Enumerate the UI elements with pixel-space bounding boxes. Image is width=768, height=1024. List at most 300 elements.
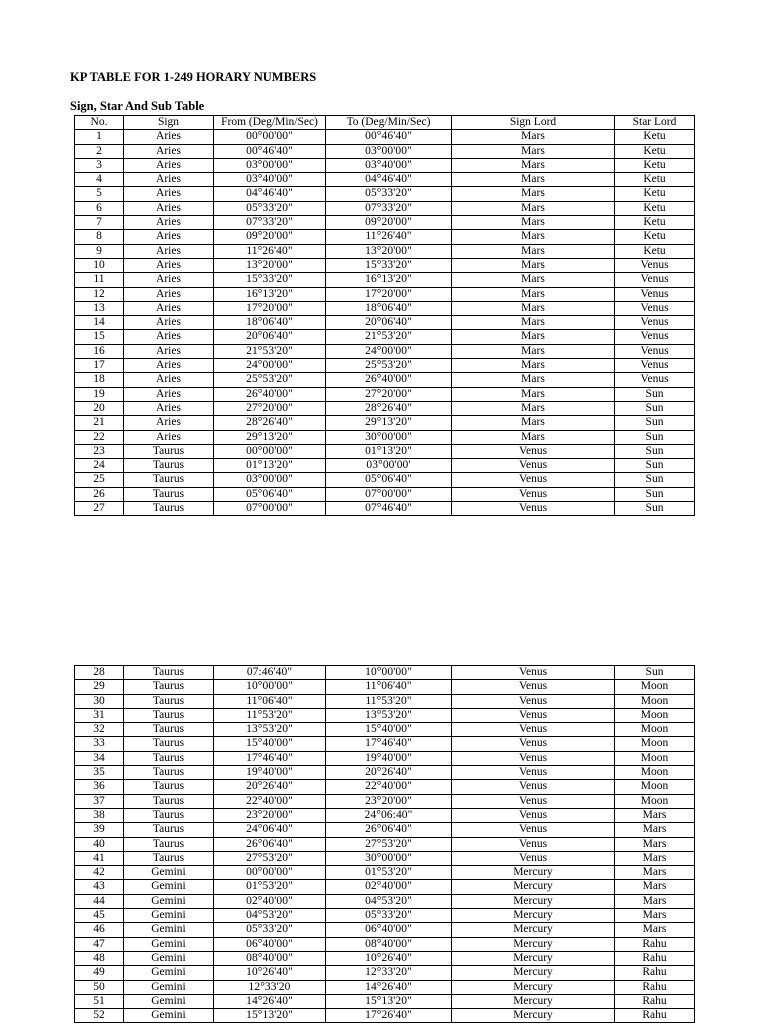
- table-row: [75, 401, 695, 415]
- cell-number: 39: [75, 823, 124, 837]
- cell-sign-lord: Mars: [452, 301, 615, 315]
- cell-sign: Gemini: [124, 1009, 214, 1023]
- cell-from: 15°33'20": [214, 273, 326, 287]
- cell-star-lord: Rahu: [615, 994, 695, 1008]
- cell-number: 44: [75, 894, 124, 908]
- header-star-lord: Star Lord: [615, 116, 695, 130]
- table-row: [75, 201, 695, 215]
- cell-sign-lord: Mars: [452, 430, 615, 444]
- cell-to: 05°33'20": [326, 909, 452, 923]
- cell-to: 07°33'20": [326, 201, 452, 215]
- cell-star-lord: Moon: [615, 723, 695, 737]
- cell-from: 12°33'20: [214, 980, 326, 994]
- cell-sign: Gemini: [124, 866, 214, 880]
- cell-star-lord: Ketu: [615, 216, 695, 230]
- cell-from: 17°46'40": [214, 751, 326, 765]
- cell-star-lord: Venus: [615, 287, 695, 301]
- cell-number: 34: [75, 751, 124, 765]
- cell-to: 13°53'20": [326, 708, 452, 722]
- cell-number: 2: [75, 144, 124, 158]
- horary-table-part-2: [74, 665, 695, 1023]
- cell-sign-lord: Mercury: [452, 980, 615, 994]
- cell-to: 11°26'40": [326, 230, 452, 244]
- cell-star-lord: Moon: [615, 751, 695, 765]
- cell-sign-lord: Mars: [452, 158, 615, 172]
- cell-from: 04°46'40": [214, 187, 326, 201]
- table-body-part-2: [75, 666, 695, 1023]
- cell-number: 35: [75, 766, 124, 780]
- cell-sign-lord: Mars: [452, 359, 615, 373]
- cell-from: 28°26'40": [214, 416, 326, 430]
- cell-star-lord: Ketu: [615, 201, 695, 215]
- cell-sign: Aries: [124, 373, 214, 387]
- cell-to: 28°26'40": [326, 401, 452, 415]
- cell-sign-lord: Venus: [452, 737, 615, 751]
- cell-sign-lord: Mercury: [452, 994, 615, 1008]
- cell-from: 06°40'00": [214, 937, 326, 951]
- cell-sign: Aries: [124, 430, 214, 444]
- cell-from: 08°40'00": [214, 951, 326, 965]
- table-row: [75, 937, 695, 951]
- cell-to: 20°06'40": [326, 316, 452, 330]
- cell-star-lord: Sun: [615, 416, 695, 430]
- table-row: [75, 808, 695, 822]
- cell-number: 46: [75, 923, 124, 937]
- cell-star-lord: Mars: [615, 823, 695, 837]
- cell-from: 03°00'00": [214, 473, 326, 487]
- cell-sign-lord: Mars: [452, 216, 615, 230]
- table-row: [75, 258, 695, 272]
- cell-to: 03°00'00": [326, 144, 452, 158]
- table-row: [75, 866, 695, 880]
- cell-sign: Taurus: [124, 459, 214, 473]
- cell-sign: Gemini: [124, 966, 214, 980]
- cell-sign-lord: Mars: [452, 258, 615, 272]
- cell-sign: Aries: [124, 130, 214, 144]
- cell-sign: Aries: [124, 230, 214, 244]
- cell-number: 21: [75, 416, 124, 430]
- cell-number: 47: [75, 937, 124, 951]
- cell-number: 5: [75, 187, 124, 201]
- cell-to: 15°33'20": [326, 258, 452, 272]
- table-row: [75, 708, 695, 722]
- cell-sign-lord: Venus: [452, 680, 615, 694]
- cell-star-lord: Mars: [615, 851, 695, 865]
- cell-to: 17°20'00": [326, 287, 452, 301]
- cell-from: 25°53'20": [214, 373, 326, 387]
- table-row: [75, 244, 695, 258]
- cell-to: 26°06'40": [326, 823, 452, 837]
- table-row: [75, 330, 695, 344]
- cell-number: 45: [75, 909, 124, 923]
- table-row: [75, 723, 695, 737]
- cell-number: 32: [75, 723, 124, 737]
- cell-sign: Aries: [124, 416, 214, 430]
- cell-to: 30°00'00": [326, 430, 452, 444]
- cell-from: 00°46'40": [214, 144, 326, 158]
- cell-to: 16°13'20": [326, 273, 452, 287]
- cell-number: 1: [75, 130, 124, 144]
- cell-sign-lord: Mercury: [452, 966, 615, 980]
- cell-from: 20°06'40": [214, 330, 326, 344]
- cell-from: 03°40'00": [214, 173, 326, 187]
- cell-from: 24°06'40": [214, 823, 326, 837]
- table-row: [75, 459, 695, 473]
- cell-number: 37: [75, 794, 124, 808]
- cell-sign-lord: Mars: [452, 387, 615, 401]
- cell-sign: Taurus: [124, 473, 214, 487]
- cell-from: 10°00'00": [214, 680, 326, 694]
- table-row: [75, 130, 695, 144]
- cell-star-lord: Ketu: [615, 173, 695, 187]
- cell-star-lord: Ketu: [615, 158, 695, 172]
- cell-from: 04°53'20": [214, 909, 326, 923]
- cell-number: 50: [75, 980, 124, 994]
- cell-sign: Aries: [124, 316, 214, 330]
- cell-number: 4: [75, 173, 124, 187]
- cell-sign: Gemini: [124, 937, 214, 951]
- cell-from: 11°06'40": [214, 694, 326, 708]
- cell-from: 01°53'20": [214, 880, 326, 894]
- cell-number: 36: [75, 780, 124, 794]
- table-row: [75, 994, 695, 1008]
- cell-from: 13°20'00": [214, 258, 326, 272]
- table-row: [75, 837, 695, 851]
- cell-number: 41: [75, 851, 124, 865]
- cell-star-lord: Moon: [615, 766, 695, 780]
- cell-sign-lord: Mars: [452, 330, 615, 344]
- cell-number: 28: [75, 666, 124, 680]
- table-row: [75, 923, 695, 937]
- cell-number: 18: [75, 373, 124, 387]
- cell-number: 51: [75, 994, 124, 1008]
- cell-sign: Aries: [124, 401, 214, 415]
- cell-sign-lord: Venus: [452, 837, 615, 851]
- cell-star-lord: Mars: [615, 923, 695, 937]
- cell-to: 24°06:40": [326, 808, 452, 822]
- table-row: [75, 144, 695, 158]
- table-subtitle: Sign, Star And Sub Table: [70, 99, 205, 113]
- cell-to: 17°46'40": [326, 737, 452, 751]
- cell-sign: Gemini: [124, 923, 214, 937]
- cell-from: 11°53'20": [214, 708, 326, 722]
- cell-star-lord: Ketu: [615, 144, 695, 158]
- cell-sign: Taurus: [124, 444, 214, 458]
- cell-to: 05°33'20": [326, 187, 452, 201]
- cell-star-lord: Sun: [615, 430, 695, 444]
- table-row: [75, 966, 695, 980]
- cell-number: 29: [75, 680, 124, 694]
- cell-number: 3: [75, 158, 124, 172]
- cell-sign: Aries: [124, 173, 214, 187]
- cell-number: 33: [75, 737, 124, 751]
- cell-to: 27°20'00": [326, 387, 452, 401]
- cell-star-lord: Sun: [615, 487, 695, 501]
- cell-sign: Aries: [124, 301, 214, 315]
- cell-to: 18°06'40": [326, 301, 452, 315]
- cell-sign-lord: Venus: [452, 808, 615, 822]
- cell-star-lord: Moon: [615, 680, 695, 694]
- table-row: [75, 951, 695, 965]
- cell-from: 21°53'20": [214, 344, 326, 358]
- cell-sign-lord: Venus: [452, 780, 615, 794]
- table-row: [75, 909, 695, 923]
- cell-number: 23: [75, 444, 124, 458]
- cell-number: 11: [75, 273, 124, 287]
- table-row: [75, 780, 695, 794]
- cell-to: 07°46'40": [326, 502, 452, 516]
- cell-to: 30°00'00": [326, 851, 452, 865]
- table-header-row: [75, 116, 695, 130]
- cell-to: 04°53'20": [326, 894, 452, 908]
- cell-from: 00°00'00": [214, 866, 326, 880]
- cell-from: 05°33'20": [214, 923, 326, 937]
- table-row: [75, 680, 695, 694]
- cell-sign: Taurus: [124, 837, 214, 851]
- table-row: [75, 823, 695, 837]
- table-row: [75, 216, 695, 230]
- cell-sign-lord: Mars: [452, 130, 615, 144]
- cell-star-lord: Rahu: [615, 966, 695, 980]
- table-row: [75, 737, 695, 751]
- cell-sign: Aries: [124, 287, 214, 301]
- cell-number: 30: [75, 694, 124, 708]
- table-row: [75, 416, 695, 430]
- cell-to: 24°00'00": [326, 344, 452, 358]
- cell-sign-lord: Venus: [452, 723, 615, 737]
- cell-sign-lord: Mercury: [452, 866, 615, 880]
- cell-from: 17°20'00": [214, 301, 326, 315]
- cell-sign-lord: Mars: [452, 373, 615, 387]
- cell-sign-lord: Mars: [452, 201, 615, 215]
- table-row: [75, 359, 695, 373]
- cell-to: 02°40'00": [326, 880, 452, 894]
- cell-from: 13°53'20": [214, 723, 326, 737]
- cell-sign-lord: Mars: [452, 230, 615, 244]
- cell-star-lord: Venus: [615, 316, 695, 330]
- cell-to: 01°13'20": [326, 444, 452, 458]
- cell-sign: Taurus: [124, 808, 214, 822]
- cell-star-lord: Mars: [615, 894, 695, 908]
- cell-sign-lord: Mars: [452, 244, 615, 258]
- table-body-part-1: [75, 130, 695, 516]
- cell-star-lord: Sun: [615, 444, 695, 458]
- cell-star-lord: Venus: [615, 301, 695, 315]
- table-row: [75, 1009, 695, 1023]
- table-row: [75, 502, 695, 516]
- cell-number: 26: [75, 487, 124, 501]
- cell-from: 29°13'20": [214, 430, 326, 444]
- cell-to: 08°40'00": [326, 937, 452, 951]
- cell-number: 16: [75, 344, 124, 358]
- table-row: [75, 273, 695, 287]
- table-row: [75, 851, 695, 865]
- cell-star-lord: Venus: [615, 330, 695, 344]
- cell-star-lord: Rahu: [615, 951, 695, 965]
- cell-sign-lord: Mercury: [452, 951, 615, 965]
- cell-number: 40: [75, 837, 124, 851]
- cell-sign-lord: Mars: [452, 316, 615, 330]
- cell-from: 16°13'20": [214, 287, 326, 301]
- cell-number: 20: [75, 401, 124, 415]
- cell-sign: Aries: [124, 359, 214, 373]
- cell-to: 09°20'00": [326, 216, 452, 230]
- cell-from: 00°00'00": [214, 130, 326, 144]
- header-from: From (Deg/Min/Sec): [214, 116, 326, 130]
- cell-star-lord: Venus: [615, 344, 695, 358]
- cell-sign: Taurus: [124, 708, 214, 722]
- table-row: [75, 287, 695, 301]
- cell-sign-lord: Mars: [452, 416, 615, 430]
- cell-star-lord: Sun: [615, 502, 695, 516]
- table-row: [75, 387, 695, 401]
- cell-star-lord: Moon: [615, 708, 695, 722]
- cell-sign: Taurus: [124, 737, 214, 751]
- cell-star-lord: Mars: [615, 808, 695, 822]
- cell-to: 13°20'00": [326, 244, 452, 258]
- table-row: [75, 230, 695, 244]
- table-row: [75, 430, 695, 444]
- table-row: [75, 666, 695, 680]
- cell-sign: Aries: [124, 244, 214, 258]
- cell-number: 49: [75, 966, 124, 980]
- cell-sign-lord: Mercury: [452, 937, 615, 951]
- cell-to: 15°13'20": [326, 994, 452, 1008]
- table-row: [75, 301, 695, 315]
- cell-sign: Gemini: [124, 894, 214, 908]
- cell-sign-lord: Venus: [452, 794, 615, 808]
- cell-sign-lord: Venus: [452, 473, 615, 487]
- cell-to: 15°40'00": [326, 723, 452, 737]
- cell-star-lord: Moon: [615, 737, 695, 751]
- cell-star-lord: Sun: [615, 387, 695, 401]
- cell-from: 23°20'00": [214, 808, 326, 822]
- cell-from: 03°00'00": [214, 158, 326, 172]
- cell-star-lord: Sun: [615, 666, 695, 680]
- cell-sign: Gemini: [124, 880, 214, 894]
- table-row: [75, 187, 695, 201]
- cell-star-lord: Sun: [615, 401, 695, 415]
- cell-sign: Taurus: [124, 823, 214, 837]
- cell-sign-lord: Mars: [452, 144, 615, 158]
- cell-from: 11°26'40": [214, 244, 326, 258]
- cell-star-lord: Rahu: [615, 1009, 695, 1023]
- cell-from: 00°00'00": [214, 444, 326, 458]
- cell-to: 07°00'00": [326, 487, 452, 501]
- table-row: [75, 344, 695, 358]
- cell-sign-lord: Mars: [452, 173, 615, 187]
- cell-sign: Taurus: [124, 487, 214, 501]
- cell-number: 22: [75, 430, 124, 444]
- cell-sign-lord: Venus: [452, 666, 615, 680]
- cell-number: 24: [75, 459, 124, 473]
- cell-from: 09°20'00": [214, 230, 326, 244]
- table-row: [75, 694, 695, 708]
- cell-sign: Aries: [124, 144, 214, 158]
- cell-sign: Taurus: [124, 666, 214, 680]
- cell-to: 20°26'40": [326, 766, 452, 780]
- cell-from: 27°53'20": [214, 851, 326, 865]
- cell-sign-lord: Venus: [452, 459, 615, 473]
- cell-sign-lord: Mercury: [452, 894, 615, 908]
- table-row: [75, 487, 695, 501]
- cell-number: 13: [75, 301, 124, 315]
- cell-star-lord: Moon: [615, 780, 695, 794]
- cell-number: 12: [75, 287, 124, 301]
- cell-to: 14°26'40": [326, 980, 452, 994]
- cell-to: 29°13'20": [326, 416, 452, 430]
- document-title: KP TABLE FOR 1-249 HORARY NUMBERS: [70, 70, 317, 84]
- cell-number: 6: [75, 201, 124, 215]
- cell-from: 20°26'40": [214, 780, 326, 794]
- cell-number: 38: [75, 808, 124, 822]
- cell-sign-lord: Venus: [452, 751, 615, 765]
- table-row: [75, 444, 695, 458]
- cell-sign-lord: Mercury: [452, 923, 615, 937]
- cell-number: 52: [75, 1009, 124, 1023]
- cell-sign: Taurus: [124, 723, 214, 737]
- cell-sign: Aries: [124, 273, 214, 287]
- cell-sign-lord: Mercury: [452, 880, 615, 894]
- cell-number: 27: [75, 502, 124, 516]
- header-to: To (Deg/Min/Sec): [326, 116, 452, 130]
- cell-from: 15°40'00": [214, 737, 326, 751]
- cell-from: 01°13'20": [214, 459, 326, 473]
- cell-to: 11°53'20": [326, 694, 452, 708]
- cell-from: 26°06'40": [214, 837, 326, 851]
- cell-from: 05°33'20": [214, 201, 326, 215]
- cell-from: 22°40'00": [214, 794, 326, 808]
- cell-to: 26°40'00": [326, 373, 452, 387]
- cell-from: 07°33'20": [214, 216, 326, 230]
- cell-star-lord: Sun: [615, 459, 695, 473]
- table-row: [75, 794, 695, 808]
- cell-from: 24°00'00": [214, 359, 326, 373]
- cell-from: 05°06'40": [214, 487, 326, 501]
- cell-sign-lord: Venus: [452, 851, 615, 865]
- cell-number: 43: [75, 880, 124, 894]
- cell-from: 07:46'40": [214, 666, 326, 680]
- table-row: [75, 751, 695, 765]
- cell-star-lord: Moon: [615, 694, 695, 708]
- cell-sign-lord: Venus: [452, 487, 615, 501]
- cell-sign-lord: Mars: [452, 287, 615, 301]
- cell-to: 04°46'40": [326, 173, 452, 187]
- cell-to: 00°46'40": [326, 130, 452, 144]
- cell-sign-lord: Mars: [452, 401, 615, 415]
- cell-sign: Aries: [124, 201, 214, 215]
- cell-star-lord: Ketu: [615, 244, 695, 258]
- cell-sign: Aries: [124, 258, 214, 272]
- cell-sign-lord: Venus: [452, 708, 615, 722]
- cell-to: 10°00'00": [326, 666, 452, 680]
- cell-sign: Taurus: [124, 502, 214, 516]
- cell-sign: Taurus: [124, 766, 214, 780]
- cell-number: 15: [75, 330, 124, 344]
- cell-star-lord: Ketu: [615, 230, 695, 244]
- cell-sign: Gemini: [124, 980, 214, 994]
- cell-star-lord: Mars: [615, 909, 695, 923]
- cell-to: 25°53'20": [326, 359, 452, 373]
- table-row: [75, 473, 695, 487]
- cell-from: 19°40'00": [214, 766, 326, 780]
- cell-star-lord: Venus: [615, 273, 695, 287]
- cell-to: 01°53'20": [326, 866, 452, 880]
- cell-star-lord: Mars: [615, 837, 695, 851]
- cell-number: 8: [75, 230, 124, 244]
- cell-sign-lord: Mercury: [452, 1009, 615, 1023]
- cell-sign: Aries: [124, 216, 214, 230]
